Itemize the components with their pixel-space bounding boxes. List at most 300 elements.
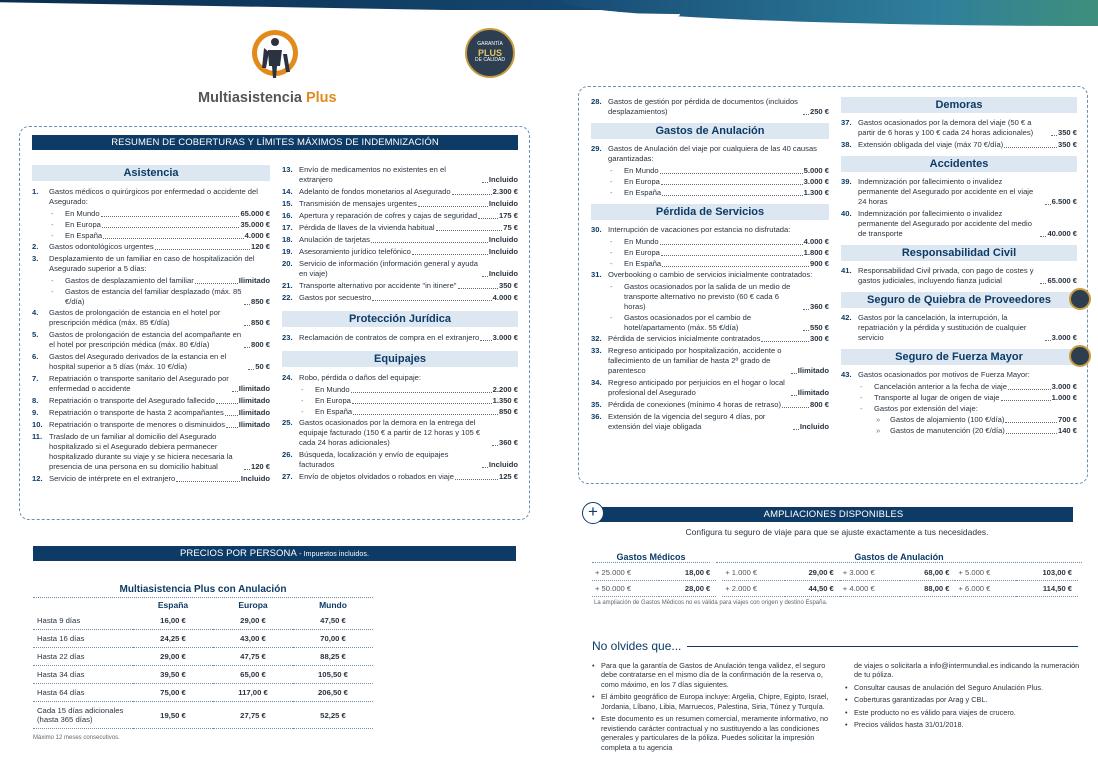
coverage-label: Regreso anticipado por hospitalización, accidente o fallecimiento de un familiar de hasta 2º grado de parentesco	[608, 346, 782, 376]
coverage-value: 360 €	[498, 438, 518, 448]
leader-dots	[803, 330, 809, 331]
leader-dots	[478, 218, 498, 219]
coverage-text	[608, 225, 829, 235]
leader-dots	[1045, 204, 1051, 205]
coverage-sub-value: 850 €	[250, 297, 270, 307]
coverage-number: 36.	[591, 412, 602, 422]
coverage-subsub-item	[874, 415, 1077, 425]
coverage-number: 24.	[282, 373, 293, 383]
coverage-text	[49, 474, 270, 484]
coverage-text	[49, 308, 270, 328]
fuerza-extension-list	[841, 415, 1077, 436]
coverage-number: 7.	[32, 374, 39, 384]
leader-dots	[244, 325, 250, 326]
leader-dots	[1006, 433, 1057, 434]
coverage-value: 4.000 €	[492, 293, 518, 303]
quality-seal	[465, 28, 515, 78]
coverage-item	[32, 242, 270, 252]
coverage-value: Incluido	[488, 235, 518, 245]
coverage-text	[49, 374, 270, 394]
coverage-sub-label: Gastos de estancia del familiar desplazado (máx. 85 €/día)	[65, 287, 242, 307]
ampliaciones-block	[592, 552, 1082, 606]
coverage-item	[591, 400, 829, 410]
coverage-text	[299, 293, 518, 303]
leader-dots	[482, 467, 488, 468]
leader-dots	[248, 369, 254, 370]
coverage-number: 27.	[282, 472, 293, 482]
leader-dots	[102, 227, 240, 228]
coverage-item	[841, 140, 1077, 150]
coverage-sub-value: 3.000 €	[803, 177, 829, 187]
coverage-label: Repatriación o transporte del Asegurado fallecido	[49, 396, 215, 406]
leader-dots	[793, 429, 799, 430]
leader-dots	[452, 194, 492, 195]
coverage-label: Gastos ocasionados por motivos de Fuerza Mayor:	[858, 370, 1030, 380]
coverage-value: 3.000 €	[492, 333, 518, 343]
ampliaciones-title: AMPLIACIONES DISPONIBLES	[594, 507, 1073, 522]
coverage-number: 4.	[32, 308, 39, 318]
coverage-column-3	[591, 97, 829, 434]
coverage-number: 39.	[841, 177, 852, 187]
coverage-sub-label: En España	[624, 188, 662, 198]
coverage-text	[299, 247, 518, 257]
coverage-item	[32, 352, 270, 372]
price-cell: 24,25 €	[133, 630, 213, 648]
coverage-item	[591, 378, 829, 398]
price-cell: Hasta 16 días	[33, 630, 133, 648]
amp-row	[592, 581, 1078, 597]
leader-dots	[1001, 400, 1051, 401]
coverage-value: 2.300 €	[492, 187, 518, 197]
bullet-dash-icon: -	[51, 220, 54, 230]
bullet-dash-icon: -	[51, 276, 54, 286]
coverage-sub-value: 850 €	[498, 407, 518, 417]
coverage-label: Transmisión de mensajes urgentes	[299, 199, 417, 209]
amp-cell: + 4.000 €	[840, 581, 901, 597]
amp-cell: + 5.000 €	[955, 565, 1016, 581]
coverage-label: Pérdida de servicios inicialmente contratados	[608, 334, 761, 344]
coverage-item	[32, 330, 270, 350]
coverage-value: 175 €	[498, 211, 518, 221]
coverage-label: Anulación de tarjetas	[299, 235, 370, 245]
amp-cell: + 2.000 €	[719, 581, 785, 597]
coverage-number: 30.	[591, 225, 602, 235]
coverage-number: 18.	[282, 235, 293, 245]
bullet-dash-icon: -	[301, 407, 304, 417]
bullet-text: Precios válidos hasta 31/01/2018.	[854, 720, 964, 730]
ampliaciones-note: La ampliación de Gastos Médicos no es válida para viajes con origen y destino España.	[594, 600, 828, 606]
coverage-number: 17.	[282, 223, 293, 233]
section-demoras-title: Demoras	[841, 97, 1077, 113]
coverage-label: Gastos odontológicos urgentes	[49, 242, 154, 252]
coverage-value: 300 €	[809, 334, 829, 344]
coverage-text	[49, 408, 270, 418]
coverage-number: 8.	[32, 396, 39, 406]
bullet-dash-icon: -	[51, 231, 54, 241]
bullet-item	[845, 695, 1081, 704]
price-row	[33, 648, 373, 666]
coverage-sub-value: Ilimitado	[238, 276, 270, 286]
coverage-sub-item	[608, 166, 829, 176]
coverage-item	[591, 346, 829, 376]
coverage-sub-label: En Mundo	[624, 237, 659, 247]
coverage-text	[49, 242, 270, 252]
coverage-number: 5.	[32, 330, 39, 340]
bullet-item	[592, 714, 834, 752]
coverage-text	[608, 412, 829, 432]
bullet-dash-icon: -	[610, 237, 613, 247]
leader-dots	[352, 403, 492, 404]
prices-block	[33, 584, 373, 741]
section-anulacion-title: Gastos de Anulación	[591, 123, 829, 139]
coverage-value: Ilimitado	[797, 388, 829, 398]
price-cell: 47,75 €	[213, 648, 293, 666]
fuerza-mayor-seal-icon	[1069, 345, 1091, 367]
leader-dots	[455, 479, 498, 480]
coverage-column-2	[282, 165, 518, 484]
coverage-number: 21.	[282, 281, 293, 291]
leader-dots	[803, 114, 809, 115]
coverage-column-4	[841, 97, 1077, 437]
coverage-label: Regreso anticipado por perjuicios en el hogar o local profesional del Asegurado	[608, 378, 785, 398]
price-cell: 105,50 €	[293, 666, 373, 684]
leader-dots	[1040, 236, 1046, 237]
bullet-dash-icon: -	[610, 259, 613, 269]
leader-dots	[480, 340, 491, 341]
amp-cell: 18,00 €	[659, 565, 719, 581]
amp-cell: 68,00 €	[900, 565, 955, 581]
leader-dots	[458, 288, 498, 289]
leader-dots	[661, 255, 803, 256]
coverage-text	[299, 187, 518, 197]
brand-plus: Plus	[305, 90, 337, 106]
coverage-sub-label: En España	[315, 407, 353, 417]
coverage-item	[282, 187, 518, 197]
leader-dots	[216, 403, 238, 404]
coverage-summary-panel	[19, 126, 530, 520]
coverage-sub-label: En Mundo	[624, 166, 659, 176]
section-rc-title: Responsabilidad Civil	[841, 245, 1077, 261]
section-asistencia-title: Asistencia	[32, 165, 270, 181]
coverage-sub-item	[299, 385, 518, 395]
coverage-item	[282, 373, 518, 383]
coverage-item	[32, 308, 270, 328]
coverage-item	[282, 247, 518, 257]
summary-title: RESUMEN DE COBERTURAS Y LÍMITES MÁXIMOS DE INDEMNIZACIÓN	[32, 135, 518, 150]
coverage-number: 2.	[32, 242, 39, 252]
bullet-dash-icon: -	[860, 382, 863, 392]
amp-cell: 29,00 €	[785, 565, 840, 581]
coverage-value: 120 €	[250, 242, 270, 252]
coverage-value: 3.000 €	[1051, 333, 1077, 343]
coverage-label: Overbooking o cambio de servicios inicialmente contratados:	[608, 270, 813, 280]
leader-dots	[244, 347, 250, 348]
amp-col-anulacion: Gastos de Anulación	[716, 552, 1082, 563]
coverage-item	[32, 374, 270, 394]
bullet-dash-icon: -	[610, 166, 613, 176]
prices-title-bar	[33, 546, 516, 561]
bullet-arrow-icon: »	[876, 415, 881, 425]
coverage-label: Servicio de intérprete en el extranjero	[49, 474, 176, 484]
coverage-sub-value: 1.350 €	[492, 396, 518, 406]
coverage-label: Traslado de un familiar al domicilio del Asegurado hospitalizado si el Asegurado debiera permanecer hospitalizado durante su viaje y se hiciera necesaria la presencia de una persona en su domicilio habitual	[49, 432, 233, 472]
coverage-label: Envío de medicamentos no existentes en el extranjero	[299, 165, 446, 185]
price-row	[33, 666, 373, 684]
leader-dots	[482, 182, 488, 183]
coverage-sub-item	[608, 282, 829, 312]
coverage-item	[591, 225, 829, 235]
bullet-item	[845, 683, 1081, 692]
coverage-number: 23.	[282, 333, 293, 343]
coverage-value: Incluido	[240, 474, 270, 484]
leader-dots	[761, 341, 809, 342]
price-cell: 206,50 €	[293, 684, 373, 702]
bullet-arrow-icon: »	[876, 426, 881, 436]
coverage-label: Indemnización por fallecimiento o invalidez permanente del Asegurado por accidente del medio de transporte	[858, 209, 1032, 239]
prices-table	[33, 598, 373, 729]
bullet-dash-icon: -	[610, 177, 613, 187]
coverage-label: Pérdida de llaves de la vivienda habitual	[299, 223, 435, 233]
bullet-dot-icon: •	[845, 707, 848, 717]
asistencia-list	[32, 187, 270, 484]
leader-dots	[353, 414, 498, 415]
price-cell: 19,50 €	[133, 702, 213, 729]
coverage-value: 800 €	[250, 340, 270, 350]
coverage-sub-label: Gastos ocasionados por el cambio de hotel/apartamento (máx. 55 €/día)	[624, 313, 752, 333]
coverage-label: Gastos médicos o quirúrgicos por enfermedad o accidente del Asegurado:	[49, 187, 258, 207]
amp-cell: 114,50 €	[1016, 581, 1078, 597]
price-cell: Hasta 9 días	[33, 612, 133, 630]
coverage-value: Incluido	[488, 199, 518, 209]
coverage-sub-item	[49, 276, 270, 286]
section-fuerza-title: Seguro de Fuerza Mayor	[841, 349, 1077, 365]
leader-dots	[103, 238, 244, 239]
coverage-item	[841, 313, 1077, 343]
leader-dots	[660, 244, 803, 245]
coverage-number: 38.	[841, 140, 852, 150]
coverage-label: Responsabilidad Civil privada, con pago de costes y gastos judiciales, incluyendo fianza judicial	[858, 266, 1034, 286]
coverage-sub-value: 5.000 €	[803, 166, 829, 176]
coverage-text	[299, 211, 518, 221]
coverage-text	[299, 373, 518, 383]
coverage-item	[32, 254, 270, 274]
coverage-number: 20.	[282, 259, 293, 269]
coverage-label: Gastos por la cancelación, la interrupción, la repatriación y la pérdida y sustitución de cualquier servicio	[858, 313, 1027, 343]
coverage-value: Ilimitado	[238, 420, 270, 430]
leader-dots	[1005, 422, 1057, 423]
leader-dots	[195, 283, 238, 284]
coverage-text	[858, 313, 1077, 343]
coverage-text	[49, 396, 270, 406]
leader-dots	[660, 173, 803, 174]
coverage-sub-label: En España	[624, 259, 662, 269]
coverage-value: Ilimitado	[238, 384, 270, 394]
amp-cell: 44,50 €	[785, 581, 840, 597]
coverage-value: Incluido	[799, 422, 829, 432]
prices-title: PRECIOS POR PERSONA	[179, 548, 297, 559]
section-quiebra-title: Seguro de Quiebra de Proveedores	[841, 292, 1077, 308]
bullet-text: El ámbito geográfico de Europa incluye: Argelia, Chipre, Egipto, Israel, Jordania, Líbano, Libia, Marruecos, Palestina, Siria, Túnez y Turquía.	[601, 692, 829, 711]
leader-dots	[232, 391, 238, 392]
coverage-label: Repatriación o transporte de hasta 2 acompañantes	[49, 408, 224, 418]
price-cell: Cada 15 días adicionales (hasta 365 días)	[33, 702, 133, 729]
coverage-item	[32, 432, 270, 472]
coverage-text	[49, 420, 270, 430]
coverage-label: Gastos de Anulación del viaje por cualquiera de las 40 causas garantizadas:	[608, 144, 817, 164]
coverage-number: 11.	[32, 432, 43, 442]
coverage-value: 350 €	[1057, 140, 1077, 150]
price-row	[33, 630, 373, 648]
leader-dots	[492, 445, 498, 446]
quiebra-seal-icon	[1069, 288, 1091, 310]
juridica-list	[282, 333, 518, 343]
price-cell: 75,00 €	[133, 684, 213, 702]
coverage-sub-item	[608, 259, 829, 269]
bullet-dot-icon: •	[592, 714, 595, 724]
coverage-value: Incluido	[488, 460, 518, 470]
coverage-value: 120 €	[250, 462, 270, 472]
amp-cell: + 6.000 €	[955, 581, 1016, 597]
bullet-dot-icon: •	[592, 661, 595, 670]
price-col-header: Mundo	[319, 600, 347, 610]
coverage-number: 13.	[282, 165, 293, 174]
coverage-item	[282, 223, 518, 233]
coverage-sub-label: Transporte al lugar de origen de viaje	[874, 393, 1000, 403]
coverage-number: 35.	[591, 400, 602, 410]
coverage-item	[591, 334, 829, 344]
servicios-list	[591, 225, 829, 432]
coverage-item	[282, 211, 518, 221]
amp-cell: 28,00 €	[659, 581, 719, 597]
section-servicios-title: Pérdida de Servicios	[591, 204, 829, 220]
leader-dots	[176, 481, 240, 482]
coverage-number: 40.	[841, 209, 852, 219]
coverage-value: 350 €	[498, 281, 518, 291]
seal-text-2: PLUS	[477, 47, 502, 58]
equipajes-list	[282, 373, 518, 482]
price-header-row	[33, 598, 373, 612]
coverage-number: 32.	[591, 334, 602, 344]
bullet-item	[592, 661, 834, 689]
leader-dots	[418, 206, 488, 207]
coverage-item	[282, 472, 518, 482]
leader-dots	[225, 415, 238, 416]
coverage-sub-item	[49, 231, 270, 241]
price-cell: Hasta 22 días	[33, 648, 133, 666]
bullet-text: Coberturas garantizadas por Arag y CBL.	[854, 695, 988, 705]
coverage-number: 3.	[32, 254, 39, 264]
coverage-sub-value: 4.000 €	[244, 231, 270, 241]
bullet-text: Este producto no es válido para viajes de crucero.	[854, 707, 1016, 717]
bullet-dot-icon: •	[845, 695, 848, 705]
leader-dots	[371, 242, 488, 243]
brand-title	[198, 90, 337, 106]
price-cell: 52,25 €	[293, 702, 373, 729]
bullet-dash-icon: -	[610, 248, 613, 258]
leader-dots	[244, 469, 250, 470]
bullet-dash-icon: -	[860, 393, 863, 403]
coverage-number: 22.	[282, 293, 293, 303]
leader-dots	[482, 276, 488, 277]
olvides-continuation: de viajes o solicitarla a info@intermundial.es indicando la numeración de tu póliza.	[854, 661, 1080, 680]
coverage-number: 9.	[32, 408, 39, 418]
coverage-sub-value: 700 €	[1057, 415, 1077, 425]
coverage-number: 16.	[282, 211, 293, 221]
coverage-sub-item	[299, 396, 518, 406]
coverage-item	[282, 235, 518, 245]
coverage-text	[299, 418, 518, 448]
bullet-dash-icon: -	[301, 385, 304, 395]
bullet-dot-icon: •	[845, 682, 848, 692]
leader-dots	[155, 249, 250, 250]
leader-dots	[661, 184, 803, 185]
price-cell: Hasta 64 días	[33, 684, 133, 702]
coverage-sub-value: 1.800 €	[803, 248, 829, 258]
coverage-item	[591, 270, 829, 280]
coverage-item	[282, 259, 518, 279]
coverage-value: 125 €	[498, 472, 518, 482]
coverage-text	[299, 281, 518, 291]
coverage-subsub-item	[874, 426, 1077, 436]
coverage-sub-label: En Mundo	[315, 385, 350, 395]
price-col-header: España	[157, 600, 189, 610]
coverage-sub-item	[608, 188, 829, 198]
bullet-item	[845, 720, 1081, 729]
coverage-number: 31.	[591, 270, 602, 280]
coverage-sub-value: 900 €	[809, 259, 829, 269]
olvides-right-list	[845, 661, 1081, 733]
olvides-header	[592, 639, 1078, 653]
add-plus-icon: +	[582, 502, 604, 524]
coverage-sub-label: Gastos por extensión del viaje:	[874, 404, 978, 414]
coverage-item	[282, 450, 518, 470]
coverage-item	[32, 420, 270, 430]
section-accidentes-title: Accidentes	[841, 156, 1077, 172]
leader-dots	[782, 407, 809, 408]
price-cell: 39,50 €	[133, 666, 213, 684]
coverage-value: Ilimitado	[797, 366, 829, 376]
coverage-label: Gastos del Asegurado derivados de la estancia en el hospital superior a 5 días (máx. 10 €/día)	[49, 352, 227, 372]
coverage-text	[299, 165, 518, 185]
coverage-text	[858, 118, 1077, 138]
bullet-dash-icon: -	[301, 396, 304, 406]
coverage-item	[282, 281, 518, 291]
seal-text-1: GARANTÍA	[477, 41, 503, 48]
coverage-label: Búsqueda, localización y envío de equipajes facturados	[299, 450, 449, 470]
bullet-dash-icon: -	[610, 188, 613, 198]
coverage-number: 28.	[591, 97, 602, 106]
coverage-item	[841, 266, 1077, 286]
coverage-text	[608, 400, 829, 410]
price-cell: 65,00 €	[213, 666, 293, 684]
coverage-text	[299, 235, 518, 245]
prices-title-note: - Impuestos incluidos.	[299, 551, 370, 558]
rc-list	[841, 266, 1077, 286]
bullet-item	[592, 692, 834, 711]
coverage-text	[49, 330, 270, 350]
coverage-text	[608, 144, 829, 164]
coverage-text	[858, 370, 1077, 380]
coverage-value: 850 €	[250, 318, 270, 328]
coverage-label: Gastos de prolongación de estancia en el hotel por prescripción médica (máx. 85 €/día)	[49, 308, 221, 328]
coverage-sub-item	[608, 313, 829, 333]
seal-text-3: DE CALIDAD	[474, 57, 505, 64]
coverage-value: Incluido	[488, 247, 518, 257]
price-cell: 29,00 €	[213, 612, 293, 630]
coverage-label: Pérdida de conexiones (mínimo 4 horas de retraso)	[608, 400, 782, 410]
coverage-text	[299, 223, 518, 233]
leader-dots	[1040, 283, 1046, 284]
